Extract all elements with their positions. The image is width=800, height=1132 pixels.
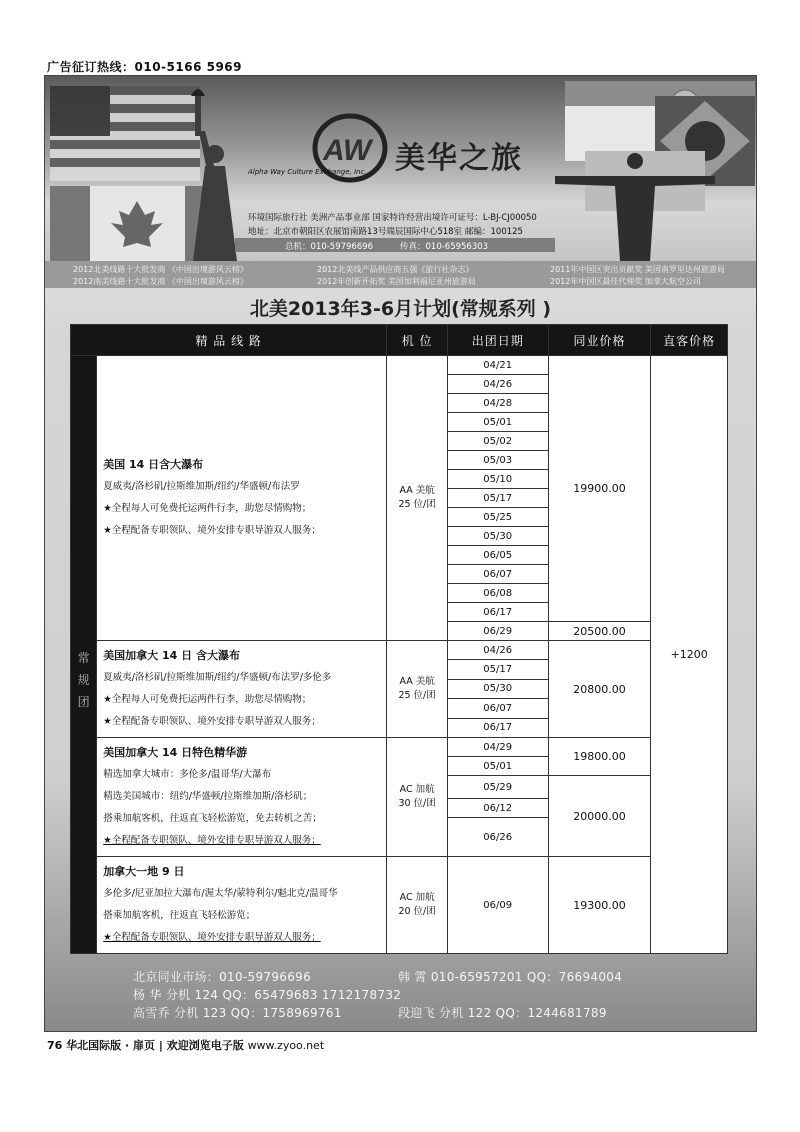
route-line: ★全程配备专职领队、境外安排专职导游双人服务；: [103, 835, 321, 846]
route-title: 美国加拿大 14 日 含大瀑布: [103, 649, 240, 662]
seat-cell: [387, 356, 447, 641]
contact-line: 杨 华 分机 124 QQ：65479683 1712178732: [133, 988, 402, 1002]
table-row: [71, 738, 728, 757]
license-text: 环境国际旅行社 美洲产品事业部 国家特许经营出境许可证号：L-BJ-CJ00050: [248, 213, 537, 223]
header-date: 出团日期: [447, 325, 548, 356]
table-row: [71, 356, 728, 375]
route-line: ★全程每人可免费托运两件行李，助您尽情购物；: [103, 503, 312, 514]
category-label: 常规团: [77, 651, 90, 709]
fax-text: 传真：010-65956303: [400, 242, 489, 252]
date-cell: 04/28: [447, 394, 548, 413]
trade-price-cell: 19900.00: [548, 356, 651, 622]
route-line: 夏威夷/洛杉矶/拉斯维加斯/纽约/华盛顿/布法罗: [103, 481, 300, 492]
header-banner: [45, 76, 756, 288]
trade-price-cell: 19300.00: [548, 857, 651, 954]
date-cell: 05/29: [447, 776, 548, 799]
date-cell: 06/07: [447, 699, 548, 718]
header-seat: 机 位: [387, 325, 447, 356]
route-line: 搭乘加航客机，往返直飞轻松游览，免去转机之苦；: [103, 813, 322, 824]
brand-name-cn: 美华之旅: [395, 141, 523, 176]
category-cell: [71, 356, 97, 954]
address-text: 地址：北京市朝阳区农展馆南路13号瑞辰国际中心518室: [248, 227, 463, 237]
header-route: 精 品 线 路: [71, 325, 387, 356]
route-title: 加拿大一地 9 日: [103, 865, 185, 878]
route-line: 夏威夷/洛杉矶/拉斯维加斯/纽约/华盛顿/布法罗/多伦多: [103, 672, 332, 683]
award-item: 2012北美线产品供应商五强《旅行社杂志》: [317, 265, 474, 274]
date-cell: 06/08: [447, 584, 548, 603]
date-cell: 05/30: [447, 679, 548, 698]
route-line: ★全程配备专职领队、境外安排专职导游双人服务；: [103, 525, 321, 536]
date-cell: 05/17: [447, 660, 548, 679]
award-item: 2011年中国区突出贡献奖 美国南罗里达州旅游局: [550, 265, 725, 274]
award-item: 2012南美线路十大批发商 《中国出境游风云榜》: [73, 277, 248, 286]
trade-price-cell: 19800.00: [548, 738, 651, 776]
date-cell: 04/21: [447, 356, 548, 375]
date-cell: 05/10: [447, 470, 548, 489]
brand-name-en: Alpha Way Culture Exchange, Inc.: [248, 168, 367, 176]
trade-price-cell: 20500.00: [548, 622, 651, 641]
date-cell: 06/12: [447, 799, 548, 818]
date-cell: 06/26: [447, 818, 548, 857]
award-item: 2012北美线路十大批发商 《中国出境游风云榜》: [73, 265, 248, 274]
route-line: ★全程配备专职领队、境外安排专职导游双人服务；: [103, 932, 321, 943]
us-flag-icon: [50, 86, 200, 181]
header-trade-price: 同业价格: [548, 325, 651, 356]
seat-cell: [387, 857, 447, 954]
seat-text: AA 美航 25 位/团: [398, 676, 436, 701]
trade-price-cell: 20800.00: [548, 641, 651, 738]
seat-text: AC 加航 20 位/团: [398, 892, 436, 917]
table-header-row: [71, 325, 728, 356]
phone-text: 总机：010-59796696: [285, 242, 374, 252]
contact-bar: [235, 238, 555, 252]
award-item: 2012年中国区最佳代理奖 加拿大航空公司: [550, 277, 701, 286]
date-cell: 05/02: [447, 432, 548, 451]
date-cell: 06/17: [447, 718, 548, 737]
contact-line: 高雪乔 分机 123 QQ：1758969761: [133, 1006, 342, 1020]
date-cell: 05/17: [447, 489, 548, 508]
page-footer: [47, 1037, 324, 1053]
contact-line: 韩 霄 010-65957201 QQ：76694004: [398, 970, 623, 984]
route-title: 美国 14 日含大瀑布: [103, 458, 204, 471]
svg-text:AW: AW: [323, 134, 372, 167]
route-line: 精选美国城市：纽约/华盛顿/拉斯维加斯/洛杉矶；: [103, 791, 313, 802]
seat-text: AC 加航 30 位/团: [398, 784, 436, 809]
header-direct-price: 直客价格: [651, 325, 728, 356]
date-cell: 05/03: [447, 451, 548, 470]
date-cell: 04/29: [447, 738, 548, 757]
awards-strip: [45, 261, 756, 288]
date-cell: 06/17: [447, 603, 548, 622]
trade-price-cell: 20000.00: [548, 776, 651, 857]
postcode-text: 邮编：100125: [465, 227, 523, 237]
route-line: 搭乘加航客机，往返直飞轻松游览；: [103, 910, 256, 921]
banner-artwork: [45, 76, 756, 288]
date-cell: 06/09: [447, 857, 548, 954]
date-cell: 04/26: [447, 641, 548, 660]
date-cell: 06/05: [447, 546, 548, 565]
route-cell: [97, 738, 387, 857]
route-line: 精选加拿大城市：多伦多/温哥华/大瀑布: [103, 769, 272, 780]
route-line: ★全程配备专职领队、境外安排专职导游双人服务；: [103, 716, 321, 727]
date-cell: 06/07: [447, 565, 548, 584]
footer-url[interactable]: www.zyoo.net: [247, 1039, 325, 1052]
route-line: ★全程每人可免费托运两件行李，助您尽情购物；: [103, 694, 312, 705]
date-cell: 05/30: [447, 527, 548, 546]
seat-cell: [387, 641, 447, 738]
contact-line: 段迎飞 分机 122 QQ：1244681789: [398, 1006, 607, 1020]
date-cell: 05/01: [447, 757, 548, 776]
section-name: 华北国际版 · 扉页: [66, 1039, 155, 1052]
direct-price-cell: +1200: [651, 356, 728, 954]
seat-cell: [387, 738, 447, 857]
date-cell: 05/01: [447, 413, 548, 432]
route-line: 多伦多/尼亚加拉大瀑布/渥太华/蒙特利尔/魁北克/温哥华: [103, 888, 338, 899]
page-number: 76: [47, 1039, 63, 1052]
award-item: 2012年创新开拓奖 美国加利福尼亚州旅游局: [317, 277, 476, 286]
footer-separator: |: [158, 1039, 163, 1052]
route-title: 美国加拿大 14 日特色精华游: [103, 746, 248, 759]
seat-text: AA 美航 25 位/团: [398, 485, 436, 510]
table-row: [71, 641, 728, 660]
ad-page-frame: [44, 75, 757, 1032]
contact-line: 北京同业市场：010-59796696: [133, 970, 312, 984]
plan-title: 北美2013年3-6月计划(常规系列 ): [249, 298, 552, 320]
footer-slogan: 欢迎浏览电子版: [166, 1039, 244, 1052]
route-cell: [97, 356, 387, 641]
ad-hotline: 广告征订热线：010-5166 5969: [47, 60, 243, 74]
date-cell: 06/29: [447, 622, 548, 641]
route-cell: [97, 641, 387, 738]
route-cell: [97, 857, 387, 954]
date-cell: 04/26: [447, 375, 548, 394]
tour-schedule-table: [70, 324, 728, 954]
table-row: [71, 857, 728, 954]
date-cell: 05/25: [447, 508, 548, 527]
